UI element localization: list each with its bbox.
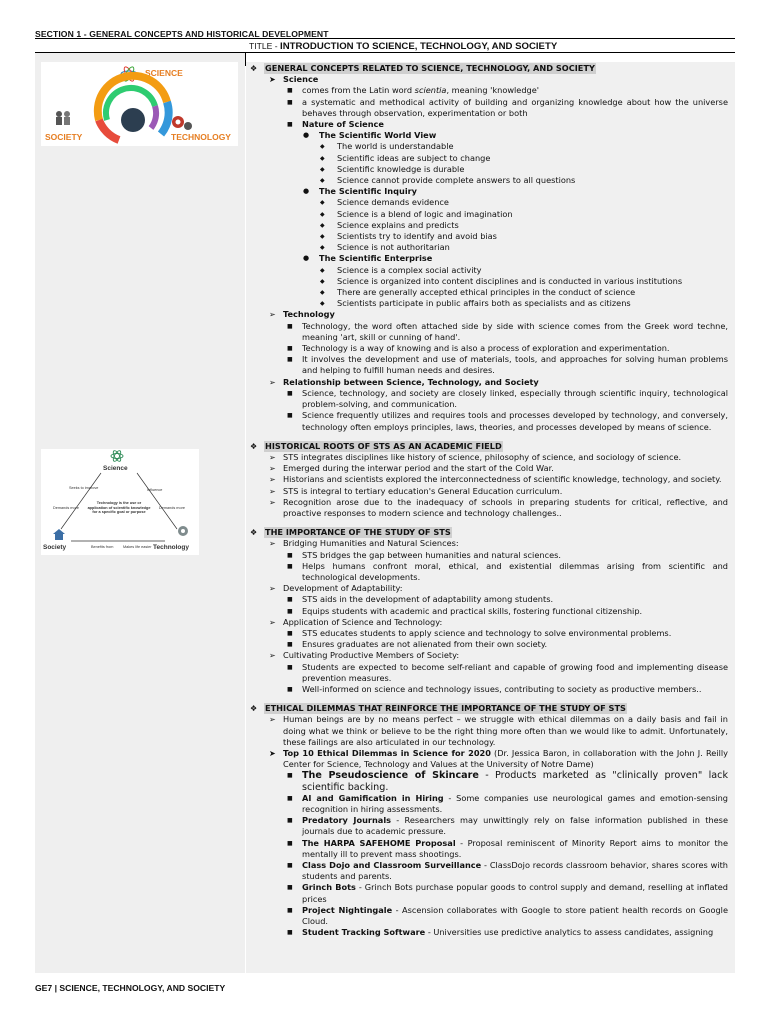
- square-bullet-icon: ■: [287, 345, 293, 353]
- square-bullet-icon: ■: [287, 322, 293, 330]
- square-bullet-icon: ■: [287, 562, 293, 570]
- list-item: ■ It involves the development and use of materials, tools, and approaches for solving human problems and helping to fulfill human needs and desires.: [287, 354, 728, 376]
- arrow-bullet-icon: ➢: [269, 475, 276, 485]
- arrowhead-bullet-icon: ➤: [269, 75, 276, 85]
- list-item: ■ Technology is a way of knowing and is also a process of exploration and experimentation.: [287, 343, 670, 354]
- diamond-bullet-icon: ◆: [320, 199, 325, 207]
- list-item: ◆ Scientists try to identify and avoid bias: [320, 231, 497, 242]
- list-item: ◆ Science is not authoritarian: [320, 242, 450, 253]
- list-item: ■ The Pseudoscience of Skincare - Products marketed as "clinically proven" lack scientific backing.: [287, 770, 728, 793]
- venn-science-label: SCIENCE: [145, 68, 183, 78]
- list-item: ■ Well-informed on science and technology issues, contributing to society as productive members..: [287, 683, 702, 694]
- square-bullet-icon: ■: [287, 412, 293, 420]
- list-item: ■ Nature of Science: [287, 119, 384, 130]
- list-item: ➢ Relationship between Science, Technology, and Society: [269, 376, 539, 387]
- square-bullet-icon: ■: [287, 839, 293, 847]
- list-item: ■ Predatory Journals - Researchers may unwittingly rely on false information published in these journals due to academic pressure.: [287, 815, 728, 837]
- sts-cycle-diagram: [41, 449, 199, 555]
- arrow-bullet-icon: ➢: [269, 452, 276, 462]
- square-bullet-icon: ■: [287, 817, 293, 825]
- list-item: ■ comes from the Latin word scientia, meaning 'knowledge': [287, 85, 540, 96]
- atom-icon: [111, 450, 123, 463]
- diamond-bullet-icon: ◆: [320, 210, 325, 218]
- list-item: ◆ Science explains and predicts: [320, 219, 459, 230]
- gear-icon: [178, 526, 188, 536]
- list-item: ■ STS bridges the gap between humanities and natural sciences.: [287, 549, 561, 560]
- square-bullet-icon: ■: [287, 862, 293, 870]
- section-header: SECTION 1 - GENERAL CONCEPTS AND HISTORICAL DEVELOPMENT: [35, 29, 329, 39]
- list-item: ➢ Historians and scientists explored the interconnectedness of scientific knowledge, technology, and society.: [269, 474, 722, 485]
- section-heading-importance: ❖ THE IMPORTANCE OF THE STUDY OF STS: [250, 527, 451, 538]
- square-bullet-icon: ■: [287, 596, 293, 604]
- list-item: ➢ Emerged during the interwar period and the start of the Cold War.: [269, 463, 554, 474]
- diamond-bullet-icon: ◆: [320, 221, 325, 229]
- list-item: ◆ Science demands evidence: [320, 197, 449, 208]
- four-diamond-icon: ❖: [250, 528, 258, 538]
- square-bullet-icon: ■: [287, 607, 293, 615]
- square-bullet-icon: ■: [287, 772, 293, 780]
- list-item: ➢ Application of Science and Technology:: [269, 616, 443, 627]
- arrow-bullet-icon: ➢: [269, 486, 276, 496]
- arrow-bullet-icon: ➢: [269, 497, 276, 507]
- list-item: ◆ Scientific knowledge is durable: [320, 163, 465, 174]
- arrow-bullet-icon: ➢: [269, 539, 276, 549]
- title-prefix: TITLE -: [249, 41, 281, 51]
- square-bullet-icon: ■: [287, 356, 293, 364]
- list-item: ■ STS aids in the development of adaptability among students.: [287, 594, 554, 605]
- list-item: ◆ Science is a blend of logic and imagination: [320, 208, 513, 219]
- arrow-bullet-icon: ➢: [269, 651, 276, 661]
- document-title: INTRODUCTION TO SCIENCE, TECHNOLOGY, AND SOCIETY: [280, 41, 558, 52]
- cycle-demands-right-label: Demands more: [159, 506, 185, 510]
- list-item: ■ Science, technology, and society are closely linked, especially through scientific inquiry, technological problem-solving, and communication.: [287, 387, 728, 410]
- list-item: ➢ STS integrates disciplines like history of science, philosophy of science, and sociology of science.: [269, 451, 682, 462]
- list-item: ➢ Human beings are by no means perfect – we struggle with ethical dilemmas on a daily basis and fail in doing what we think or believe to be the right thing more often than we would like to admit. Unfortunately, these failings are also articulated in our technology.: [269, 714, 728, 747]
- main-content: [250, 63, 728, 938]
- diamond-bullet-icon: ◆: [320, 154, 325, 162]
- list-item: ➢ Technology: [269, 309, 335, 320]
- list-item: ■ Student Tracking Software - Universities use predictive analytics to assess candidates, assigning: [287, 927, 714, 938]
- cycle-makes-label: Makes life easier: [123, 545, 152, 549]
- list-item: ● The Scientific World View: [303, 130, 437, 141]
- arrow-bullet-icon: ➢: [269, 377, 276, 387]
- diamond-bullet-icon: ◆: [320, 244, 325, 252]
- arrow-bullet-icon: ➢: [269, 464, 276, 474]
- list-item: ➤ Science: [269, 74, 319, 85]
- diamond-bullet-icon: ◆: [320, 143, 325, 151]
- dot-bullet-icon: ●: [303, 187, 310, 196]
- dot-bullet-icon: ●: [303, 131, 310, 140]
- square-bullet-icon: ■: [287, 87, 293, 95]
- cycle-seeks-label: Seeks to improve: [69, 486, 99, 490]
- square-bullet-icon: ■: [287, 629, 293, 637]
- arrow-bullet-icon: ➢: [269, 715, 276, 725]
- section-heading-ethical: ❖ ETHICAL DILEMMAS THAT REINFORCE THE IMPORTANCE OF THE STUDY OF STS: [250, 703, 626, 714]
- list-item: ➢ STS is integral to tertiary education's General Education curriculum.: [269, 485, 563, 496]
- sts-venn-illustration: [41, 62, 238, 146]
- list-item: ● The Scientific Enterprise: [303, 253, 433, 264]
- list-item: ■ Class Dojo and Classroom Surveillance - ClassDojo records classroom behavior, shares scores with students and parents.: [287, 860, 728, 882]
- arrowhead-bullet-icon: ➤: [269, 748, 276, 758]
- gear-icon: [172, 116, 192, 130]
- square-bullet-icon: ■: [287, 551, 293, 559]
- square-bullet-icon: ■: [287, 929, 293, 937]
- square-bullet-icon: ■: [287, 884, 293, 892]
- diamond-bullet-icon: ◆: [320, 277, 325, 285]
- list-item: ➢ Recognition arose due to the inadequacy of schools in preparing students for critical, reflective, and proactive responses to modern science and technology challenges..: [269, 496, 728, 518]
- list-item: ■ Grinch Bots - Grinch Bots purchase popular goods to control supply and demand, reselling at inflated prices: [287, 882, 728, 904]
- arrow-bullet-icon: ➢: [269, 584, 276, 594]
- list-item: ● The Scientific Inquiry: [303, 186, 417, 197]
- header-rule: [35, 38, 735, 39]
- cycle-technology-label: Technology: [153, 544, 189, 551]
- page-footer: GE7 | SCIENCE, TECHNOLOGY, AND SOCIETY: [35, 983, 226, 993]
- square-bullet-icon: ■: [287, 906, 293, 914]
- square-bullet-icon: ■: [287, 389, 293, 397]
- list-item: ◆ There are generally accepted ethical principles in the conduct of science: [320, 287, 636, 298]
- list-item: ■ Helps humans confront moral, ethical, and existential dilemmas arising from scientific and technological developments.: [287, 560, 728, 582]
- list-item: ■ Science frequently utilizes and requires tools and processes developed by technology, and conversely, technology often employs principles, laws, theories, and processes developed by means of science.: [287, 410, 728, 432]
- list-item: ■ AI and Gamification in Hiring - Some companies use neurological games and emotion-sensing recognition in hiring assessments.: [287, 792, 728, 814]
- square-bullet-icon: ■: [287, 685, 293, 693]
- list-item: ◆ The world is understandable: [320, 141, 454, 152]
- cycle-influence-label: Influence: [147, 488, 163, 492]
- venn-society-label: SOCIETY: [45, 132, 83, 142]
- venn-technology-label: TECHNOLOGY: [171, 132, 231, 142]
- section-heading-general: ❖ GENERAL CONCEPTS RELATED TO SCIENCE, TECHNOLOGY, AND SOCIETY: [250, 63, 595, 73]
- diamond-bullet-icon: ◆: [320, 177, 325, 185]
- list-item: ◆ Science cannot provide complete answers to all questions: [320, 175, 576, 186]
- four-diamond-icon: ❖: [250, 441, 258, 451]
- list-item: ■ Ensures graduates are not alienated from their own society.: [287, 639, 548, 650]
- arrow-bullet-icon: ➢: [269, 310, 276, 320]
- list-item: ◆ Science is a complex social activity: [320, 264, 482, 275]
- list-item: ■ STS educates students to apply science and technology to solve environmental problems.: [287, 627, 672, 638]
- list-item: ■ Technology, the word often attached side by side with science comes from the Greek word techne, meaning 'art, skill or cunning of hand'.: [287, 320, 728, 342]
- diamond-bullet-icon: ◆: [320, 233, 325, 241]
- list-item: ■ The HARPA SAFEHOME Proposal - Proposal reminiscent of Minority Report aims to monitor the mentally ill to prevent mass shootings.: [287, 837, 728, 859]
- list-item: ■ a systematic and methodical activity of building and organizing knowledge about how the universe behaves through observation, experimentation or both: [287, 96, 728, 118]
- list-item: ■ Project Nightingale - Ascension collaborates with Google to store patient health records on Google Cloud.: [287, 904, 728, 927]
- people-icon: [56, 111, 70, 125]
- cycle-demands-left-label: Demands more: [53, 506, 79, 510]
- four-diamond-icon: ❖: [250, 64, 258, 73]
- square-bullet-icon: ■: [287, 98, 293, 106]
- list-item: ◆ Scientists participate in public affairs both as specialists and as citizens: [320, 298, 631, 309]
- diamond-bullet-icon: ◆: [320, 165, 325, 173]
- list-item: ■ Equips students with academic and practical skills, fostering functional citizenship.: [287, 605, 643, 616]
- four-diamond-icon: ❖: [250, 704, 258, 714]
- title-row: [249, 41, 557, 52]
- list-item: ◆ Scientific ideas are subject to change: [320, 152, 491, 163]
- square-bullet-icon: ■: [287, 121, 293, 129]
- cycle-benefits-label: Benefits from: [91, 545, 114, 549]
- section-heading-historical: ❖ HISTORICAL ROOTS OF STS AS AN ACADEMIC FIELD: [250, 440, 502, 451]
- arrow-bullet-icon: ➢: [269, 617, 276, 627]
- diamond-bullet-icon: ◆: [320, 300, 325, 308]
- dot-bullet-icon: ●: [303, 254, 310, 263]
- cycle-society-label: Society: [43, 544, 67, 551]
- list-item: ➢ Development of Adaptability:: [269, 583, 403, 594]
- house-icon: [53, 529, 65, 540]
- cycle-science-label: Science: [103, 465, 128, 472]
- diamond-bullet-icon: ◆: [320, 289, 325, 297]
- square-bullet-icon: ■: [287, 641, 293, 649]
- list-item: ◆ Science is organized into content disciplines and is conducted in various institutions: [320, 275, 683, 286]
- list-item: ➢ Bridging Humanities and Natural Sciences:: [269, 538, 459, 549]
- square-bullet-icon: ■: [287, 794, 293, 802]
- diamond-bullet-icon: ◆: [320, 266, 325, 274]
- cycle-center-text: Technology is the use or application of scientific knowledge for a specific goal or purpose: [87, 501, 151, 515]
- list-item: ➤ Top 10 Ethical Dilemmas in Science for 2020 (Dr. Jessica Baron, in collaboration with the John J. Reilly Center for Science, Technology and Values at the University of Notre Dame): [269, 747, 728, 770]
- list-item: ■ Students are expected to become self-reliant and capable of growing food and implementing disease prevention measures.: [287, 661, 728, 683]
- square-bullet-icon: ■: [287, 663, 293, 671]
- list-item: ➢ Cultivating Productive Members of Society:: [269, 650, 460, 661]
